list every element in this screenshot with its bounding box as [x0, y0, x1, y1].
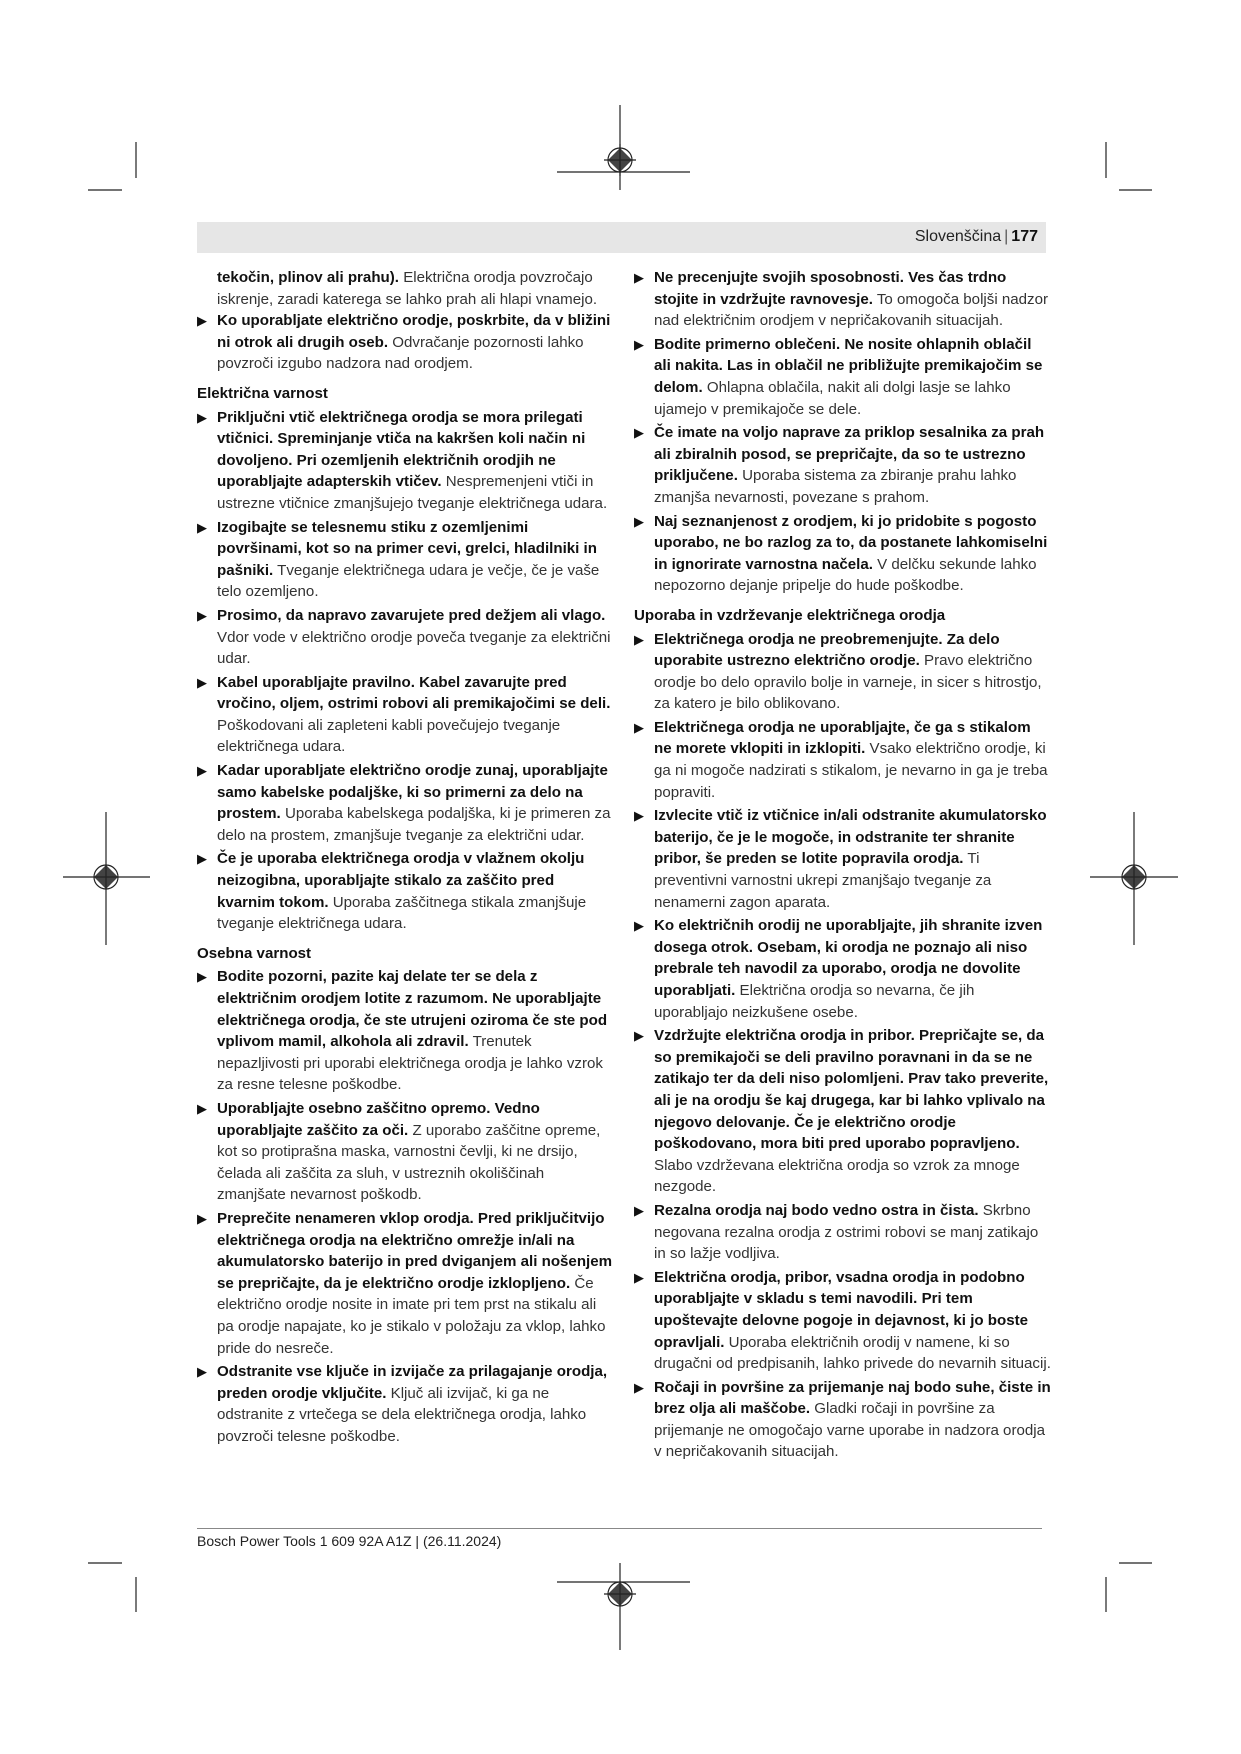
item-normal-text: Gladki ročaji in površine za prijemanje ne omogočajo varne uporabe in nadzora orodja v nepričakovanih situacijah. [654, 1400, 1046, 1461]
bullet-arrow-icon: ▶ [634, 336, 644, 352]
bullet-arrow-icon: ▶ [197, 851, 207, 867]
bullet-arrow-icon: ▶ [634, 719, 644, 735]
bullet-arrow-icon: ▶ [197, 607, 207, 623]
header-separator: | [1004, 228, 1009, 245]
list-item [197, 1361, 615, 1447]
item-bold-text: Odstranite vse ključe in izvijače za prilagajanje orodja, preden orodje vključite. [217, 1363, 608, 1402]
list-item [634, 1200, 1052, 1265]
list-item [634, 511, 1052, 597]
list-use [634, 629, 1052, 1464]
list-item [634, 422, 1052, 508]
item-bold-text: Bodite primerno oblečeni. Ne nosite ohlapnih oblačil ali nakita. Las in oblačil ne približujte premikajočim se delom. [654, 335, 1043, 396]
item-bold-text: Preprečite nenameren vklop orodja. Pred priključitvijo električnega orodja na električno omrežje in/ali na akumulatorsko baterijo in pred dviganjem ali nošenjem se prepričajte, da je električno orodje izklopljeno. [217, 1209, 613, 1292]
item-bold-text: Električna orodja, pribor, vsadna orodja in podobno uporabljajte v skladu s temi navodili. Pri tem upoštevajte delovne pogoje in dejavnost, ki jo boste opravljali. [654, 1268, 1029, 1351]
list-item [634, 915, 1052, 1023]
bullet-arrow-icon: ▶ [634, 1269, 644, 1285]
bullet-arrow-icon: ▶ [634, 918, 644, 934]
header-text [915, 228, 1038, 246]
page-header [197, 222, 1046, 253]
list-item [197, 966, 615, 1096]
item-bold-text: Če je uporaba električnega orodja v vlažnem okolju neizogibna, uporabljajte stikalo za zaščito pred kvarnim tokom. [217, 850, 585, 911]
bullet-arrow-icon: ▶ [197, 969, 207, 985]
item-bold-text: Bodite pozorni, pazite kaj delate ter se dela z električnim orodjem lotite z razumom. Ne uporabljajte električnega orodja, če ste utrujeni oziroma če ste pod vplivom mamil, alkohola ali zdravil. [217, 968, 608, 1051]
bullet-arrow-icon: ▶ [197, 1100, 207, 1116]
item-bold-text: Če imate na voljo naprave za priklop sesalnika za prah ali zbiralnih posod, se prepričajte, da so te ustrezno priključene. [654, 424, 1045, 485]
item-normal-text: Ti preventivni varnostni ukrepi zmanjšajo tveganje za nenamerni zagon aparata. [654, 850, 992, 911]
bullet-arrow-icon: ▶ [197, 674, 207, 690]
list-item [634, 1377, 1052, 1463]
list-personal [197, 966, 615, 1447]
footer-text: Bosch Power Tools 1 609 92A A1Z | (26.11.2024) [197, 1533, 502, 1549]
bullet-arrow-icon: ▶ [634, 1202, 644, 1218]
bullet-arrow-icon: ▶ [634, 270, 644, 285]
bullet-arrow-icon: ▶ [197, 1210, 207, 1226]
list-item [634, 267, 1052, 332]
item-bold-text: Priključni vtič električnega orodja se mora prilegati vtičnici. Spreminjanje vtiča na kakršen koli način ni dovoljeno. Pri ozemljenih električnih orodjih ne uporabljajte adapterskih vtičev. [217, 408, 586, 491]
bullet-arrow-icon: ▶ [197, 313, 207, 329]
item-bold-text: Ročaji in površine za prijemanje naj bodo suhe, čiste in brez olja ali maščobe. [654, 1378, 1051, 1418]
item-bold-text: Izvlecite vtič iz vtičnice in/ali odstranite akumulatorsko baterijo, če je le mogoče, in odstranite ter shranite pribor, še preden se lotite popravila orodja. [654, 807, 1047, 868]
list-item [197, 605, 615, 670]
item-bold-text: Ne precenjujte svojih sposobnosti. Ves čas trdno stojite in vzdržujte ravnovesje. [654, 269, 1007, 308]
bullet-arrow-icon: ▶ [634, 425, 644, 441]
list-top [634, 267, 1052, 597]
item-normal-text: Uporaba električnih orodij v namene, ki so drugačni od predpisanih, lahko privede do nevarnih situacij. [654, 1333, 1051, 1373]
item-normal-text: Pravo električno orodje bo delo opravilo bolje in varneje, in sicer s hitrostjo, za katero je bilo oblikovano. [654, 652, 1042, 713]
item-normal-text: Uporaba sistema za zbiranje prahu lahko zmanjša nevarnosti, povezane s prahom. [654, 467, 1017, 506]
item-normal-text: Trenutek nepazljivosti pri uporabi električnega orodja je lahko vzrok za resne telesne poškodbe. [217, 1033, 603, 1094]
item-bold-text: Rezalna orodja naj bodo vedno ostra in čista. [654, 1201, 979, 1219]
bullet-arrow-icon: ▶ [197, 763, 207, 779]
list-item [634, 629, 1052, 715]
item-normal-text: V delčku sekunde lahko nepozorno dejanje pripelje do hude poškodbe. [654, 555, 1037, 595]
item-normal-text: To omogoča boljši nadzor nad električnim orodjem v nepričakovanih situacijah. [654, 290, 1049, 330]
item-normal-text: Uporaba zaščitnega stikala zmanjšuje tveganje električnega udara. [217, 893, 587, 933]
section-heading-electric: Električna varnost [197, 384, 328, 402]
left-column [197, 267, 615, 1449]
item-normal-text: Uporaba kabelskega podaljška, ki je primeren za delo na prostem, zmanjšuje tveganje za električni udar. [217, 805, 611, 844]
item-normal-text: Če električno orodje nosite in imate pri tem prst na stikalu ali pa orodje napajate, ko je stikalo v položaju za vklop, lahko pride do nesreče. [217, 1274, 606, 1357]
item-normal-text: Ključ ali izvijač, ki ga ne odstranite z vrtečega se dela električnega orodja, lahko povzroči telesne poškodbe. [217, 1384, 587, 1445]
item-bold-text: Vzdržujte električna orodja in pribor. Prepričajte se, da so premikajoči se deli pravilno poravnani in da se ne zatikajo ter da deli niso polomljeni. Prav tako preverite, ali je na orodju še kaj drugega, kar bi lahko vplivalo na njegovo delovanje. Če je električno orodje poškodovano, mora biti pred uporabo popravljeno. [654, 1027, 1049, 1153]
list-electric [197, 407, 615, 935]
bullet-arrow-icon: ▶ [197, 409, 207, 425]
item-normal-text: Tveganje električnega udara je večje, če je vaše telo ozemljeno. [217, 561, 600, 601]
item-normal-text: Slabo vzdrževana električna orodja so vzrok za mnoge nezgode. [654, 1156, 1020, 1196]
item-bold-text: Električnega orodja ne uporabljajte, če ga s stikalom ne morete vklopiti in izklopiti. [654, 718, 1031, 758]
section-heading-use: Uporaba in vzdrževanje električnega orodja [634, 606, 946, 624]
item-normal-text: Vdor vode v električno orodje poveča tveganje za električni udar. [217, 628, 611, 668]
item-bold-text: Kabel uporabljajte pravilno. Kabel zavarujte pred vročino, oljem, ostrimi robovi ali premikajočimi se deli. [217, 673, 611, 713]
item-bold-text: Električnega orodja ne preobremenjujte. Za delo uporabite ustrezno električno orodje. [654, 630, 1000, 670]
list-item [197, 407, 615, 515]
section-heading-personal: Osebna varnost [197, 944, 312, 962]
list-item [197, 1098, 615, 1206]
list-item [197, 517, 615, 603]
list-item [634, 334, 1052, 420]
list-item [197, 1208, 615, 1359]
item-normal-text: Poškodovani ali zapleteni kabli povečujejo tveganje električnega udara. [217, 716, 561, 756]
bullet-arrow-icon: ▶ [197, 519, 207, 535]
item-bold-text: Ko uporabljate električno orodje, poskrbite, da v bližini ni otrok ali drugih oseb. [217, 312, 611, 351]
list-item [197, 310, 615, 375]
item-bold-text: Prosimo, da napravo zavarujete pred dežjem ali vlago. [217, 606, 606, 624]
item-bold-text: Uporabljajte osebno zaščitno opremo. Vedno uporabljajte zaščito za oči. [217, 1099, 540, 1139]
item-bold-text: Naj seznanjenost z orodjem, ki jo pridobite s pogosto uporabo, ne bo razlog za to, da postanete lahkomiselni in ignorirate varnostna načela. [654, 512, 1048, 573]
list-item [197, 848, 615, 934]
intro-paragraph [197, 267, 615, 310]
bullet-arrow-icon: ▶ [197, 1364, 207, 1380]
bullet-arrow-icon: ▶ [634, 808, 644, 824]
bullet-arrow-icon: ▶ [634, 631, 644, 647]
item-normal-text: Vsako električno orodje, ki ga ni mogoče nadzirati s stikalom, je nevarno in ga je treba popraviti. [654, 740, 1048, 801]
intro-normal: Električna orodja povzročajo iskrenje, zaradi katerega se lahko prah ali hlapi vnamejo. [217, 269, 598, 308]
page-number: 177 [1011, 228, 1038, 245]
item-normal-text: Skrbno negovana rezalna orodja z ostrimi robovi se manj zatikajo in so lažje vodljiva. [654, 1201, 1039, 1263]
intro-bold: tekočin, plinov ali prahu). [217, 269, 399, 286]
list-item [197, 672, 615, 758]
item-normal-text: Odvračanje pozornosti lahko povzroči izgubo nadzora nad orodjem. [217, 333, 584, 373]
list-a [197, 310, 615, 375]
list-item [197, 760, 615, 846]
footer-divider [197, 1528, 1042, 1529]
bullet-arrow-icon: ▶ [634, 1028, 644, 1044]
item-normal-text: Ohlapna oblačila, nakit ali dolgi lasje se lahko ujamejo v premikajoče se dele. [654, 378, 1011, 418]
item-normal-text: Nespremenjeni vtiči in ustrezne vtičnice zmanjšujejo tveganje električnega udara. [217, 473, 608, 512]
list-item [634, 717, 1052, 803]
item-normal-text: Z uporabo zaščitne opreme, kot so protiprašna maska, varnostni čevlji, ki ne drsijo, čelada ali zaščita za sluh, v ustreznih okoliščinah zmanjšate nevarnost poškodb. [217, 1121, 601, 1204]
list-item [634, 1267, 1052, 1375]
item-normal-text: Električna orodja so nevarna, če jih uporabljajo neizkušene osebe. [654, 982, 975, 1021]
item-bold-text: Izogibajte se telesnemu stiku z ozemljenimi površinami, kot so na primer cevi, grelci, hladilniki in pašniki. [217, 518, 597, 579]
bullet-arrow-icon: ▶ [634, 513, 644, 529]
header-language: Slovenščina [914, 228, 1002, 245]
item-bold-text: Ko električnih orodij ne uporabljajte, jih shranite izven dosega otrok. Osebam, ki orodja ne poznajo ali niso prebrale teh navodil za uporabo, orodja ne dovolite uporabljati. [654, 917, 1043, 999]
item-bold-text: Kadar uporabljate električno orodje zunaj, uporabljajte samo kabelske podaljške, ki so primerni za delo na prostem. [217, 762, 608, 823]
right-column [634, 267, 1052, 1465]
list-item [634, 805, 1052, 913]
bullet-arrow-icon: ▶ [634, 1379, 644, 1395]
list-item [634, 1025, 1052, 1198]
